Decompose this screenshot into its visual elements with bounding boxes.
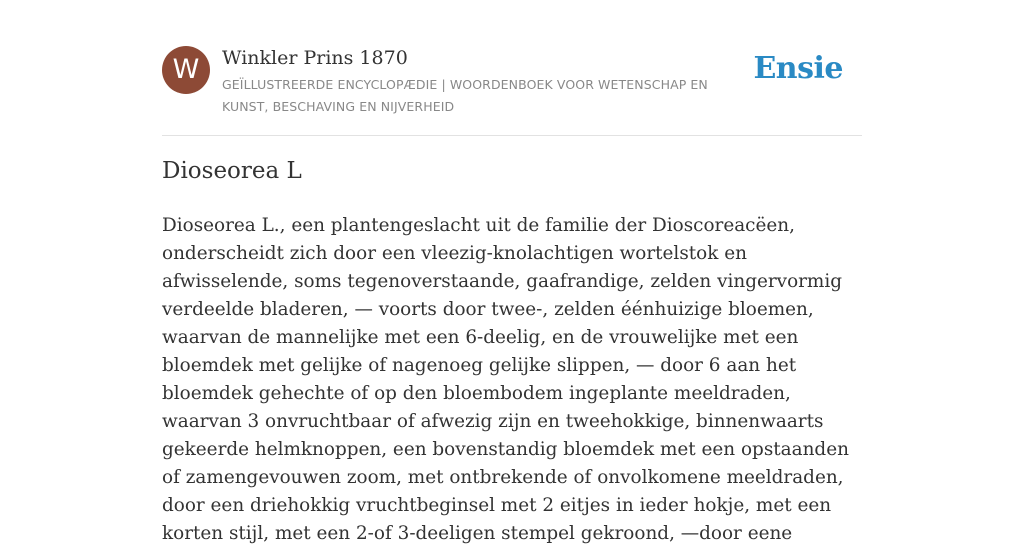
ensie-logo-link[interactable]: Ensie xyxy=(753,51,843,86)
source-subtitle: GEÏLLUSTREERDE ENCYCLOPÆDIE | WOORDENBOEK VOOR WETENSCHAP EN KUNST, BESCHAVING EN NIJVERHEID xyxy=(222,77,708,114)
entry-body: Dioseorea L., een plantengeslacht uit de familie der Dioscoreacëen, onderscheidt zich door een vleezig-knolachtigen wortelstok en afwisselende, soms tegenoverstaande, gaafrandige, zelden vingervormig verdeelde bladeren, — voorts door twee-, zelden éénhuizige bloemen, waarvan de mannelijke met een 6-deelig, en de vrouwelijke met een bloemdek met gelijke of nagenoeg gelijke slippen, — door 6 aan het bloemdek gehechte of op den bloembodem ingeplante meeldraden, waarvan 3 onvruchtbaar of afwezig zijn en tweehokkige, binnenwaarts gekeerde helmknoppen, een bovenstandig bloemdek met een opstaanden of zamengevouwen zoom, met ontbrekende of onvolkomene meeldraden, door een driehokkig vruchtbeginsel met 2 eitjes in ieder hokje, met een korten stijl, met een 2-of 3-deeligen stempel gekroond, —door eene xyxy=(162,215,849,544)
avatar[interactable]: W xyxy=(162,46,210,94)
source-header xyxy=(162,46,862,136)
source-title[interactable]: Winkler Prins 1870 xyxy=(222,47,408,69)
entry-title: Dioseorea L xyxy=(162,158,302,184)
header-divider xyxy=(162,135,862,136)
